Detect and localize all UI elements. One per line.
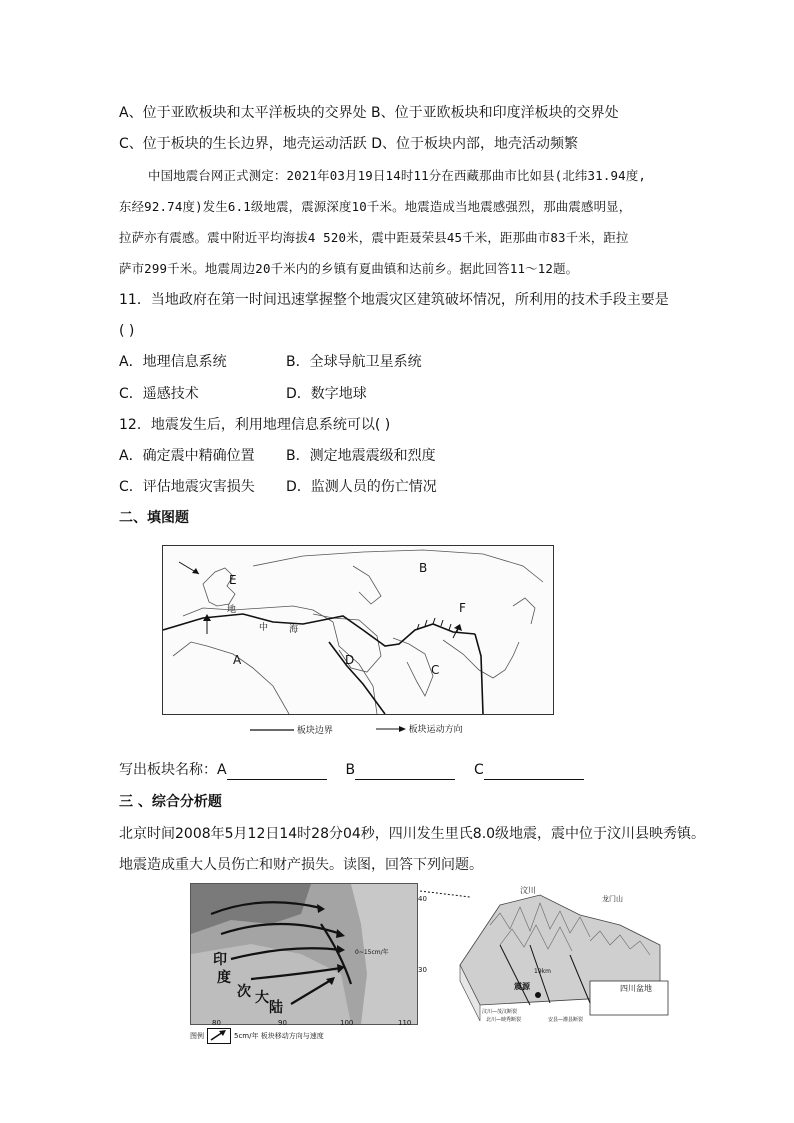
legend-key: 图例 xyxy=(190,1032,204,1040)
legend-boundary xyxy=(250,723,333,736)
q12-option-b: B．测定地震震级和烈度 xyxy=(286,448,436,464)
q11-paren: ( ) xyxy=(119,323,135,339)
sea-label-di: 地 xyxy=(227,605,237,615)
lon-100: 100 xyxy=(340,1019,354,1027)
plate-boundary-east xyxy=(475,634,483,714)
plate-boundary-redsea xyxy=(329,642,385,714)
plate-name-prompt xyxy=(119,760,584,780)
plate-label-e: E xyxy=(229,573,237,587)
region-ci: 次 xyxy=(237,984,251,1000)
q12-option-c: C．评估地震灾害损失 xyxy=(119,479,255,495)
lat-30: 30 xyxy=(418,966,427,974)
blank-b[interactable] xyxy=(355,765,455,780)
blank-c-label: C xyxy=(474,762,484,778)
boundary-line-icon xyxy=(250,727,294,733)
lon-110: 110 xyxy=(398,1019,412,1027)
section-3-title: 三 、综合分析题 xyxy=(119,794,222,810)
blank-c[interactable] xyxy=(484,765,584,780)
blank-a-label: 写出板块名称：A xyxy=(119,762,227,778)
passage-line-2: 东经92.74度)发生6.1级地震，震源深度10千米。地震造成当地震感强烈，那曲震感明显， xyxy=(119,199,632,214)
africa-west-coast xyxy=(173,642,289,714)
plate-label-d: D xyxy=(345,653,355,667)
label-fault1: 汶川—茂汶断裂 xyxy=(482,1009,518,1015)
sea-label-zhong: 中 xyxy=(259,623,269,633)
passage-line-1: 中国地震台网正式测定：2021年03月19日14时11分在西藏那曲市比如县(北纬31.94度, xyxy=(148,168,647,183)
lon-90: 90 xyxy=(278,1019,287,1027)
lon-80: 80 xyxy=(212,1019,221,1027)
legend-text: 板块移动方向与速度 xyxy=(260,1032,324,1040)
label-longmenshan: 龙门山 xyxy=(602,895,623,903)
legend-rate: 5cm/年 xyxy=(234,1032,259,1040)
q11-option-a: A．地理信息系统 xyxy=(119,354,227,370)
region-yin: 印 xyxy=(213,952,227,968)
plate-label-f: F xyxy=(459,601,466,615)
himalaya-teeth xyxy=(417,618,459,632)
q10-options-ab: A、位于亚欧板块和太平洋板块的交界处 B、位于亚欧板块和印度洋板块的交界处 xyxy=(119,105,619,121)
q11-option-c: C．遥感技术 xyxy=(119,386,199,402)
plate-label-b: B xyxy=(419,561,428,575)
lat-40: 40 xyxy=(418,895,427,903)
block-diagram-drawing xyxy=(420,885,670,1025)
blank-a[interactable] xyxy=(227,765,327,780)
arrow-up-right-icon xyxy=(207,1028,231,1044)
legend-direction-label: 板块运动方向 xyxy=(408,725,463,735)
region-du: 度 xyxy=(217,970,231,986)
legend-boundary-label: 板块边界 xyxy=(296,726,333,736)
blank-b-label: B xyxy=(345,762,356,778)
passage-line-3: 拉萨亦有震感。震中附近平均海拔4 520米，震中距聂荣县45千米，距那曲市83千米，距拉 xyxy=(119,230,629,245)
plate-motion-map xyxy=(190,883,418,1025)
north-coast xyxy=(253,550,543,582)
q12-stem: 12．地震发生后，利用地理信息系统可以( ) xyxy=(119,417,391,433)
plate-motion-drawing xyxy=(191,884,417,1024)
label-basin: 四川盆地 xyxy=(620,984,652,993)
q12-option-a: A．确定震中精确位置 xyxy=(119,448,255,464)
plate-label-a: A xyxy=(233,653,242,667)
plate-map-drawing xyxy=(163,546,553,714)
rate-label: 0~15cm/年 xyxy=(355,949,389,956)
plate-motion-legend xyxy=(190,1028,324,1044)
section-3-intro-1: 北京时间2008年5月12日14时28分04秒，四川发生里氏8.0级地震，震中位于汶川县映秀镇。 xyxy=(119,826,706,842)
arrow-right-icon xyxy=(376,725,406,733)
label-wenchuan: 汶川 xyxy=(520,886,536,895)
section-2-title: 二、填图题 xyxy=(119,510,189,526)
label-fault2: 北川—映秀断裂 xyxy=(486,1017,522,1023)
sea-label-hai: 海 xyxy=(289,625,299,635)
section-3-intro-2: 地震造成重大人员伤亡和财产损失。读图，回答下列问题。 xyxy=(119,857,483,873)
plate-boundary-north xyxy=(163,614,475,646)
block-diagram xyxy=(420,885,670,1025)
japan xyxy=(513,598,535,624)
q11-option-b: B．全球导航卫星系统 xyxy=(286,354,422,370)
label-depth: 19km xyxy=(534,968,551,975)
q10-options-cd: C、位于板块的生长边界，地壳运动活跃 D、位于板块内部，地壳活动频繁 xyxy=(119,136,579,152)
plate-label-c: C xyxy=(431,663,440,677)
region-lu: 陆 xyxy=(269,1000,283,1016)
q12-option-d: D．监测人员的伤亡情况 xyxy=(286,479,437,495)
focus-dot xyxy=(535,992,541,998)
q11-stem: 11．当地政府在第一时间迅速掌握整个地震灾区建筑破坏情况，所利用的技术手段主要是 xyxy=(119,292,669,308)
label-focus: 震源 xyxy=(514,982,530,991)
q11-option-d: D．数字地球 xyxy=(286,386,367,402)
passage-line-4: 萨市299千米。地震周边20千米内的乡镇有夏曲镇和达前乡。据此回答11～12题。 xyxy=(119,261,579,276)
region-da: 大 xyxy=(255,990,269,1006)
label-fault3: 安县—灌县断裂 xyxy=(548,1017,584,1023)
plate-map-legend xyxy=(250,722,503,736)
india-coast xyxy=(393,638,433,696)
legend-direction xyxy=(376,722,463,735)
plate-map xyxy=(162,545,554,715)
caspian xyxy=(353,566,381,604)
